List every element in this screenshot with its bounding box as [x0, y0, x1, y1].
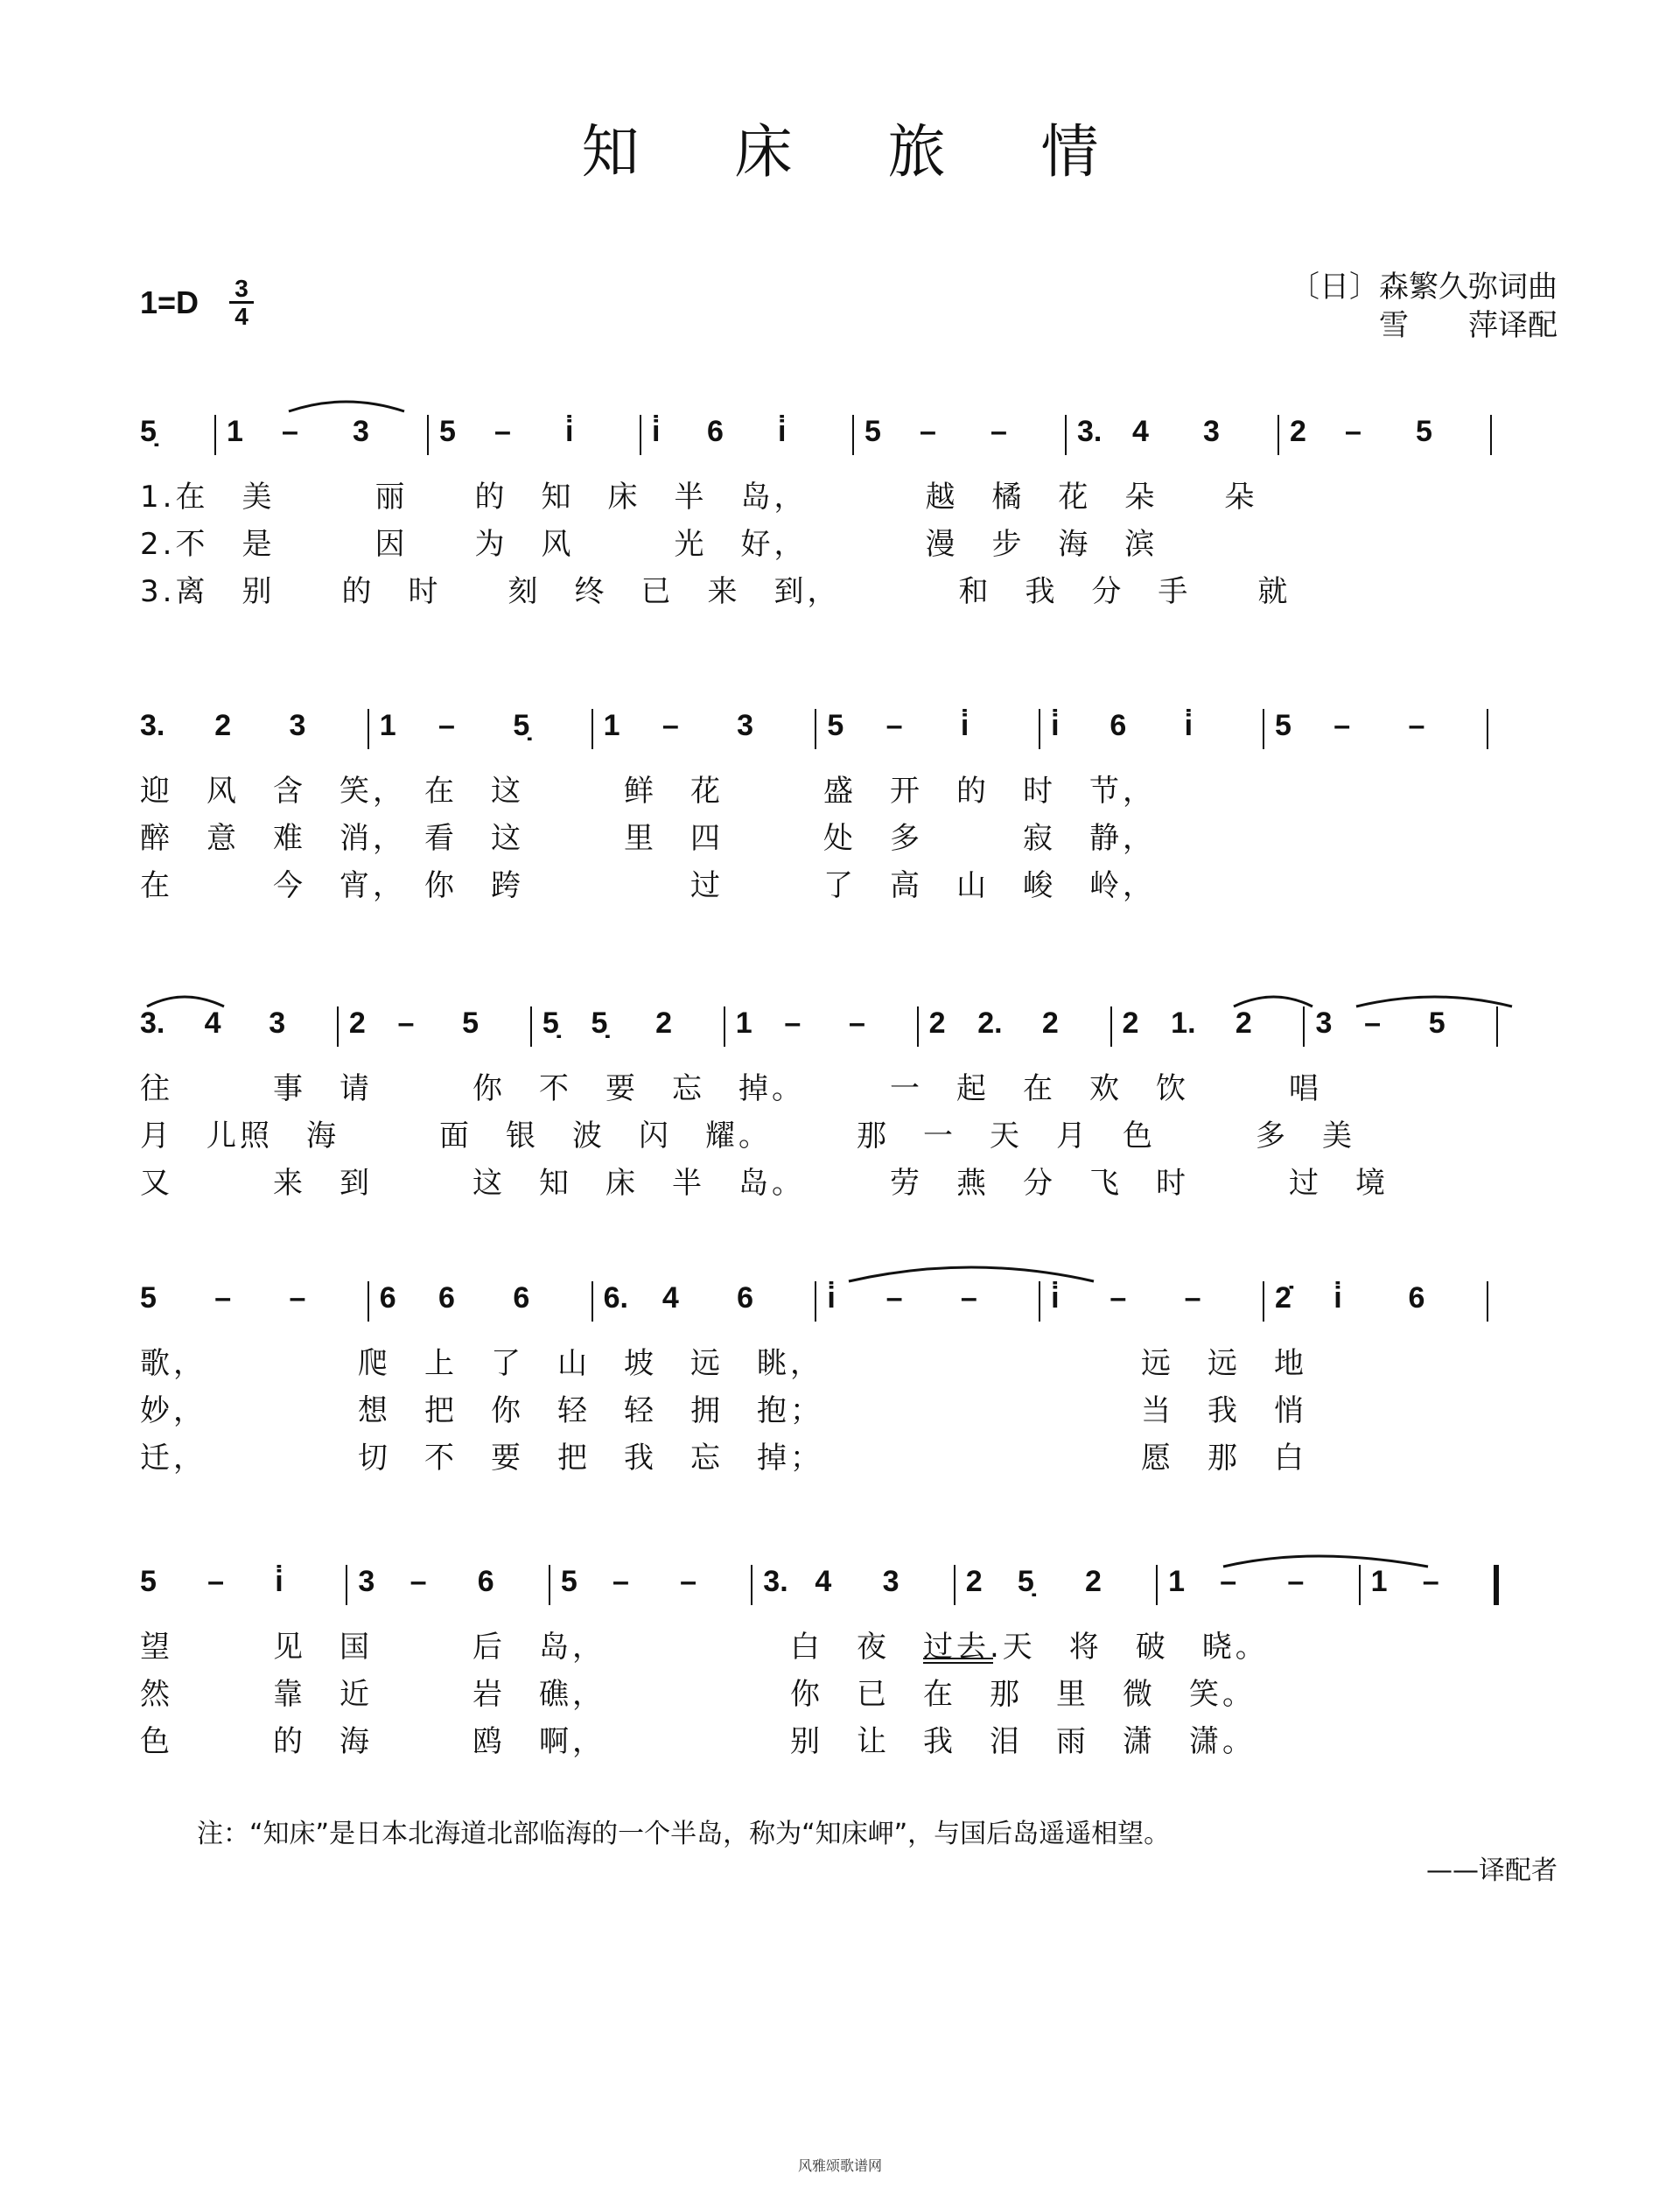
note-token: 5̣ — [542, 1006, 559, 1040]
time-signature-numerator: 3 — [229, 277, 254, 304]
lyric-verse-3: 又 来 到 这 知 床 半 岛。 劳 燕 分 飞 时 过 境 — [140, 1166, 1389, 1201]
footnote-text: 注：“知床”是日本北海道北部临海的一个半岛，称为“知床岬”，与国后岛遥遥相望。 — [197, 1819, 1171, 1849]
note-token: 1 — [379, 709, 396, 742]
note-token: 3 — [1315, 1006, 1333, 1040]
note-token: 3. — [140, 709, 165, 742]
note-token: 5 — [140, 1281, 157, 1315]
note-token: 3. — [763, 1565, 788, 1598]
note-token: 2̇ — [1274, 1281, 1292, 1315]
slur-arc — [289, 402, 404, 411]
note-token: – — [1408, 709, 1425, 742]
note-token: i̇ — [1184, 709, 1194, 742]
lyric-verse-1: 迎 风 含 笑， 在 这 鲜 花 盛 开 的 时 节， — [140, 774, 1156, 809]
note-token: 2 — [655, 1006, 672, 1040]
note-token: – — [410, 1565, 427, 1598]
note-token: 2 — [214, 709, 232, 742]
composer-credit: 〔日〕森繁久弥词曲 — [1290, 270, 1558, 305]
song-title: 知 床 旅 情 — [581, 118, 1138, 186]
lyric-verse-1: 歌， 爬 上 了 山 坡 远 眺， 远 远 地 — [140, 1346, 1307, 1381]
note-token: 3. — [140, 1006, 165, 1040]
note-token: – — [214, 1281, 232, 1315]
note-token: 6 — [737, 1281, 754, 1315]
note-token: i̇ — [1334, 1281, 1342, 1315]
note-token: 2 — [928, 1006, 946, 1040]
note-token: 3 — [1203, 415, 1220, 448]
note-token: 3 — [882, 1565, 900, 1598]
note-token: 5 — [1428, 1006, 1446, 1040]
slur-arc — [849, 1267, 1094, 1281]
note-token: i̇ — [565, 415, 574, 448]
note-token: – — [960, 1281, 977, 1315]
note-token: – — [1287, 1565, 1305, 1598]
note-token: 5̣ — [513, 709, 530, 742]
note-token: 6 — [1408, 1281, 1425, 1315]
note-token: 3 — [737, 709, 754, 742]
note-token: i̇ — [827, 1281, 836, 1315]
note-token: – — [1220, 1565, 1237, 1598]
note-token: 2 — [1290, 415, 1306, 448]
note-token: 2 — [965, 1565, 983, 1598]
site-watermark: 风雅颂歌谱网 — [797, 2157, 882, 2174]
note-token: 4 — [662, 1281, 679, 1315]
note-token: – — [920, 415, 936, 448]
note-token: 4 — [204, 1006, 221, 1040]
note-token: – — [662, 709, 679, 742]
note-token: 3 — [289, 709, 306, 742]
note-token: 1 — [227, 415, 243, 448]
note-token: – — [282, 415, 298, 448]
note-token: 4 — [1132, 415, 1149, 448]
lyric-verse-2: 然 靠 近 岩 礁， 你 已 在 那 里 微 笑。 — [140, 1677, 1256, 1712]
note-token: 1. — [1171, 1006, 1196, 1040]
note-token: i̇ — [1051, 1281, 1060, 1315]
note-token: i̇ — [1051, 709, 1060, 742]
lyric-verse-1: 1.在 美 丽 的 知 床 半 岛， 越 橘 花 朵 朵 — [140, 480, 1258, 515]
note-token: 2 — [348, 1006, 366, 1040]
note-token: 6 — [477, 1565, 494, 1598]
note-token: 5 — [827, 709, 844, 742]
note-token: 6 — [379, 1281, 396, 1315]
note-token: 2 — [1041, 1006, 1059, 1040]
note-token: 5 — [439, 415, 456, 448]
key-signature: 1=D — [140, 284, 200, 320]
lyric-verse-2: 2.不 是 因 为 风 光 好， 漫 步 海 滨 — [140, 527, 1158, 562]
note-token: 6 — [707, 415, 724, 448]
footnote-signature: ——译配者 — [1426, 1855, 1558, 1886]
note-token: 6 — [438, 1281, 455, 1315]
note-token: 2 — [1122, 1006, 1139, 1040]
note-token: 3 — [353, 415, 369, 448]
note-token: 1 — [735, 1006, 752, 1040]
note-token: 5 — [1274, 709, 1292, 742]
time-signature-denominator: 4 — [234, 303, 248, 330]
lyric-verse-1: 往 事 请 你 不 要 忘 掉。 一 起 在 欢 饮 唱 — [140, 1071, 1322, 1106]
note-token: – — [289, 1281, 306, 1315]
note-token: 5 — [462, 1006, 480, 1040]
note-token: i̇ — [960, 709, 970, 742]
note-token: 6 — [513, 1281, 530, 1315]
note-token: 3 — [358, 1565, 375, 1598]
note-token: – — [438, 709, 455, 742]
note-token: i̇ — [778, 415, 787, 448]
note-token: – — [990, 415, 1007, 448]
note-token: – — [494, 415, 511, 448]
note-token: 5 — [560, 1565, 578, 1598]
lyric-verse-3: 在 今 宵， 你 跨 过 了 高 山 峻 岭， — [140, 868, 1156, 903]
note-token: – — [680, 1565, 697, 1598]
note-token: 2 — [1085, 1565, 1102, 1598]
lyric-verse-2: 醉 意 难 消， 看 这 里 四 处 多 寂 静， — [140, 821, 1156, 856]
note-token: 6 — [1110, 709, 1127, 742]
note-token: 5 — [864, 415, 881, 448]
lyric-verse-3: 3.离 别 的 时 刻 终 已 来 到， 和 我 分 手 就 — [140, 574, 1292, 609]
note-token: 5 — [1416, 415, 1432, 448]
slur-arc — [1223, 1556, 1428, 1567]
note-token: 5̣ — [591, 1006, 608, 1040]
note-token: 1 — [603, 709, 620, 742]
note-token: – — [1345, 415, 1362, 448]
note-token: 5̣ — [1017, 1565, 1034, 1598]
note-token: – — [1110, 1281, 1127, 1315]
note-token: 3 — [269, 1006, 286, 1040]
note-token: 2. — [977, 1006, 1003, 1040]
note-token: 4 — [815, 1565, 832, 1598]
note-token: – — [1422, 1565, 1439, 1598]
note-token: i̇ — [275, 1565, 284, 1598]
note-token: – — [612, 1565, 629, 1598]
note-token: 6. — [603, 1281, 628, 1315]
slur-arc — [147, 997, 224, 1006]
note-token: – — [1364, 1006, 1381, 1040]
lyric-verse-3: 色 的 海 鸥 啊， 别 让 我 泪 雨 潇 潇。 — [140, 1724, 1256, 1759]
note-token: – — [886, 1281, 903, 1315]
lyric-verse-2: 妙， 想 把 你 轻 轻 拥 抱； 当 我 悄 — [140, 1393, 1307, 1428]
note-token: 1 — [1370, 1565, 1388, 1598]
note-token: – — [1334, 709, 1351, 742]
note-token: 5̣ — [140, 415, 157, 448]
translator-credit: 雪 萍译配 — [1379, 308, 1558, 343]
lyric-verse-3: 迁， 切 不 要 把 我 忘 掉； 愿 那 白 — [140, 1441, 1307, 1476]
note-token: – — [397, 1006, 415, 1040]
slur-arc — [1234, 997, 1312, 1006]
slur-arc — [1356, 997, 1512, 1006]
note-token: – — [207, 1565, 225, 1598]
note-token: – — [886, 709, 903, 742]
note-token: – — [1184, 1281, 1201, 1315]
note-token: 5 — [140, 1565, 157, 1598]
lyric-verse-1: 望 见 国 后 岛， 白 夜 过去.天 将 破 晓。 — [140, 1630, 1269, 1665]
note-token: i̇ — [652, 415, 661, 448]
note-token: 2 — [1235, 1006, 1252, 1040]
note-token: 1 — [1168, 1565, 1186, 1598]
note-token: – — [784, 1006, 802, 1040]
note-token: 3. — [1077, 415, 1102, 448]
note-token: – — [849, 1006, 865, 1040]
lyric-verse-2: 月 儿照 海 面 银 波 闪 耀。 那 一 天 月 色 多 美 — [140, 1119, 1355, 1154]
